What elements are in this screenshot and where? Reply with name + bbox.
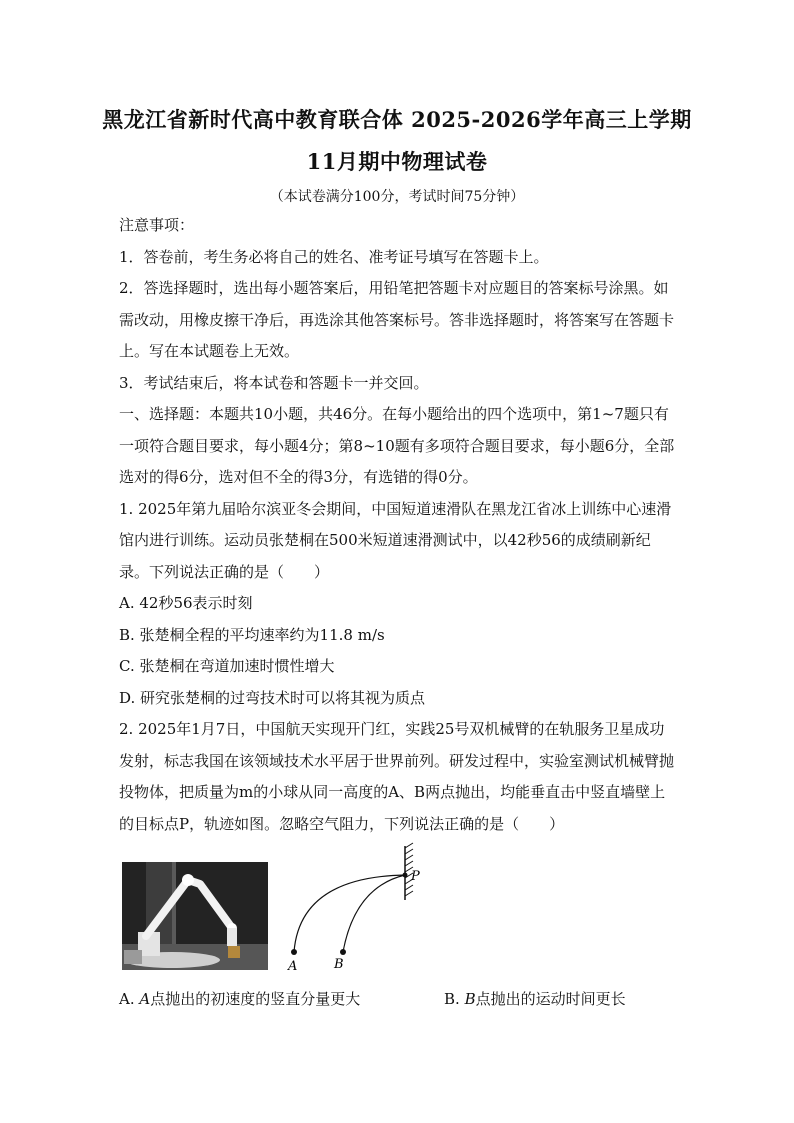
option-b-text: 点抛出的运动时间更长: [475, 990, 626, 1008]
option-a-text: 点抛出的初速度的竖直分量更大: [150, 990, 361, 1008]
question-1-option-d: D. 研究张楚桐的过弯技术时可以将其视为质点: [119, 688, 426, 707]
question-2-option-b: [444, 988, 626, 1009]
label-p: P: [411, 869, 420, 884]
note-item: 2．答选择题时，选出每小题答案后，用铅笔把答题卡对应题目的答案标号涂黑。如需改动，用橡皮擦干净后，再选涂其他答案标号。答非选择题时，将答案写在答题卡上。写在本试题卷上无效。: [119, 279, 675, 360]
option-a-var: A: [139, 990, 151, 1008]
section-heading: 一、选择题：本题共10小题，共46分。在每小题给出的四个选项中，第1~7题只有一项符合题目要求，每小题4分；第8~10题有多项符合题目要求，每小题6分，全部选对的得6分，选对但不全的得3分，有选错的得0分。: [119, 405, 675, 486]
option-b-var: B: [464, 990, 476, 1008]
page-title-line-1: 黑龙江省新时代高中教育联合体 2025-2026学年高三上学期: [102, 107, 692, 132]
page-title-line-2: 11月期中物理试卷: [306, 149, 488, 174]
question-1-option-b: B. 张楚桐全程的平均速率约为11.8 m/s: [119, 625, 385, 644]
note-item: 1．答卷前，考生务必将自己的姓名、准考证号填写在答题卡上。: [119, 247, 549, 266]
question-2-stem: 2. 2025年1月7日，中国航天实现开门红，实践25号双机械臂的在轨服务卫星成功发射，标志我国在该领域技术水平居于世界前列。研发过程中，实验室测试机械臂抛投物体，把质量为m的小球从同一高度的A、B两点抛出，均能垂直击中竖直墙壁上的目标点P，轨迹如图。忽略空气阻力，下列说法正确的是（ ）: [119, 720, 675, 833]
notes-section: [119, 210, 675, 840]
option-b-prefix: B.: [444, 990, 465, 1008]
question-2-option-a: [119, 988, 360, 1009]
trajectory-diagram: [270, 842, 440, 977]
question-1-stem: 1. 2025年第九届哈尔滨亚冬会期间，中国短道速滑队在黑龙江省冰上训练中心速滑馆内进行训练。运动员张楚桐在500米短道速滑测试中，以42秒56的成绩刷新纪录。下列说法正确的是（ ）: [119, 499, 672, 581]
option-a-prefix: A.: [119, 990, 140, 1008]
label-a: A: [288, 959, 298, 974]
question-1-option-a: A. 42秒56表示时刻: [119, 594, 253, 612]
note-item: 3．考试结束后，将本试卷和答题卡一并交回。: [119, 373, 429, 392]
label-b: B: [334, 957, 344, 972]
notes-heading: 注意事项：: [119, 216, 195, 234]
robotic-arm-photo: [122, 862, 268, 970]
exam-info: （本试卷满分100分，考试时间75分钟）: [269, 189, 525, 205]
question-1-option-c: C. 张楚桐在弯道加速时惯性增大: [119, 657, 335, 675]
